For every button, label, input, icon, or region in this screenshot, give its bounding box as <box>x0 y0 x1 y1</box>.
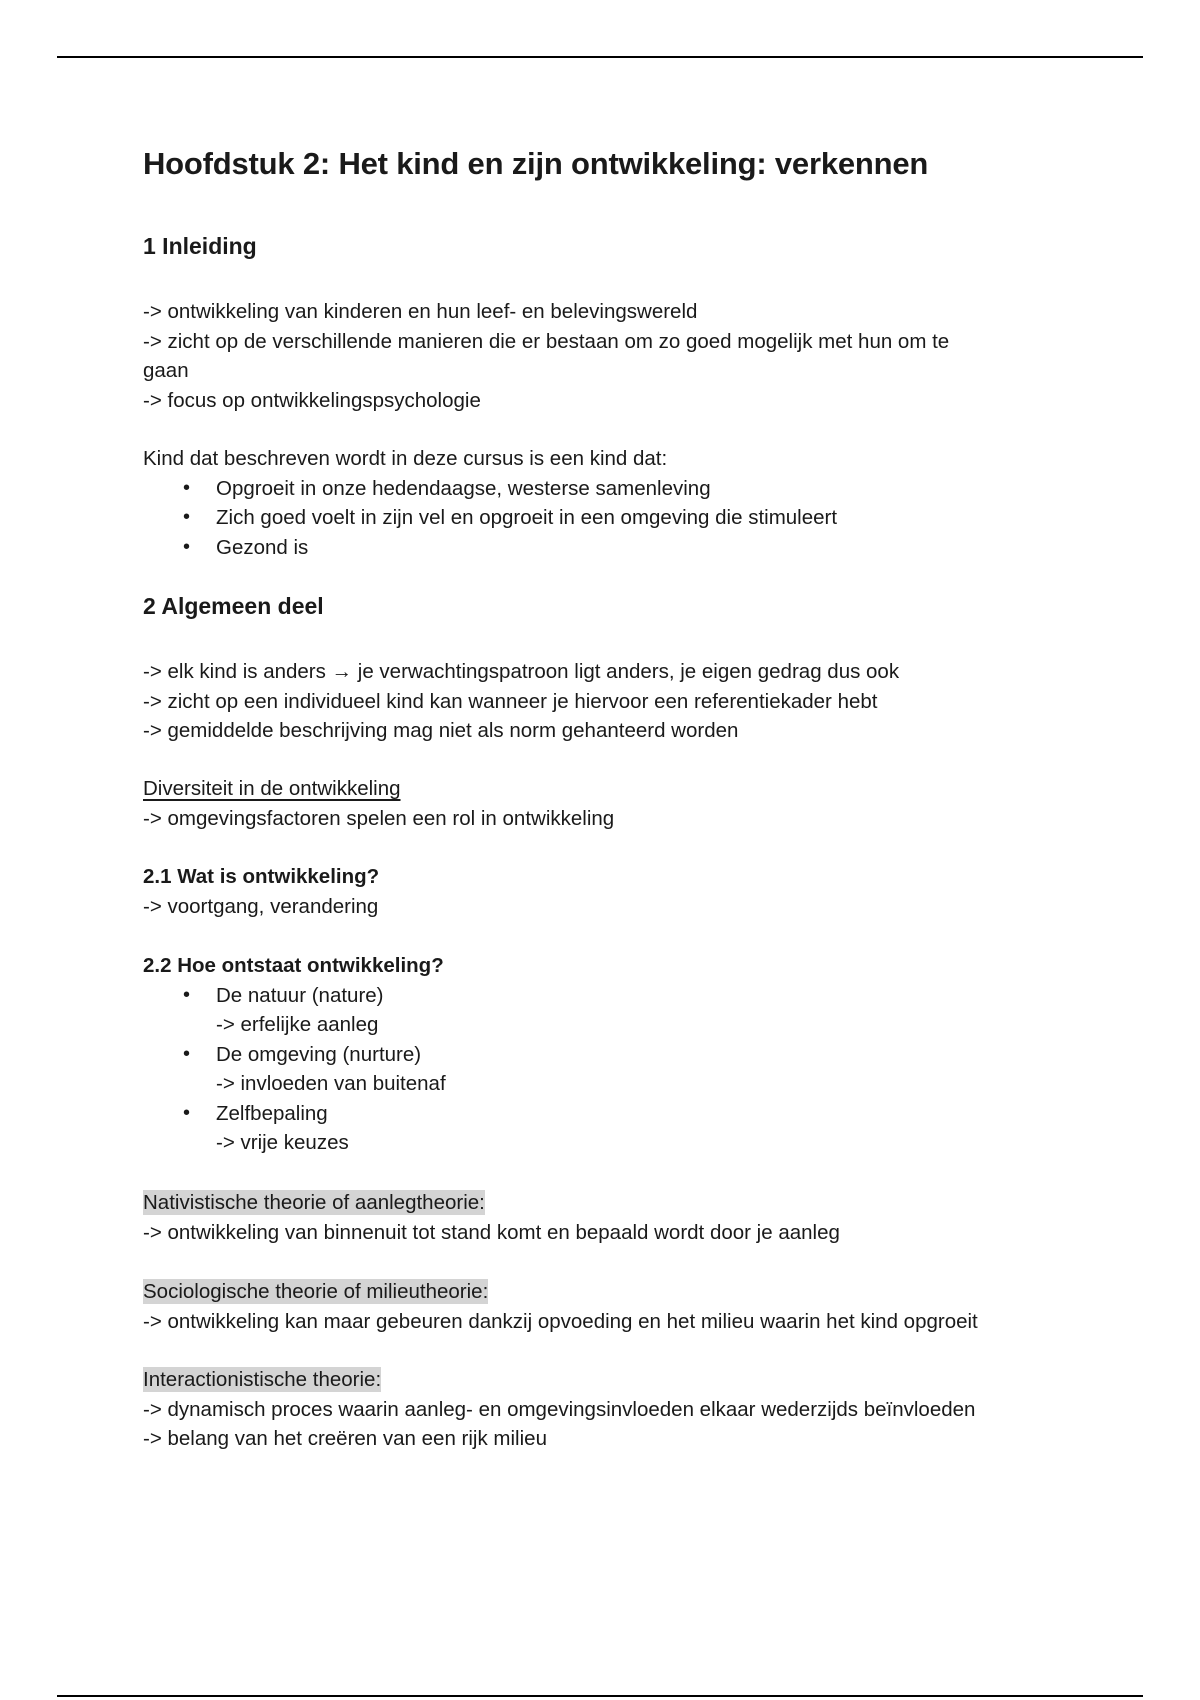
text-line: -> omgevingsfactoren spelen een rol in ontwikkeling <box>143 806 615 830</box>
theory-sociological <box>143 1277 1073 1336</box>
bullet-icon: • <box>183 476 191 499</box>
page-title: Hoofdstuk 2: Het kind en zijn ontwikkeling: verkennen <box>143 146 929 181</box>
section-heading-algemeen-deel: 2 Algemeen deel <box>143 593 324 619</box>
bullet-icon: • <box>183 535 191 558</box>
text-line: -> dynamisch proces waarin aanleg- en omgevingsinvloeden elkaar wederzijds beïnvloeden <box>143 1397 976 1421</box>
bullet-icon: • <box>183 1101 191 1124</box>
text-line: -> focus op ontwikkelingspsychologie <box>143 388 481 412</box>
list-item: • De natuur (nature) -> erfelijke aanleg <box>143 981 1073 1040</box>
list-item: • Gezond is <box>143 533 1073 563</box>
theory-interactionist <box>143 1365 1073 1454</box>
list-item: • De omgeving (nurture) -> invloeden van buitenaf <box>143 1040 1073 1099</box>
list-item: • Opgroeit in onze hedendaagse, westerse samenleving <box>143 474 1073 504</box>
list-item: • Zelfbepaling -> vrije keuzes <box>143 1099 1073 1158</box>
theory-heading: Nativistische theorie of aanlegtheorie: <box>143 1191 485 1214</box>
subsection-heading: 2.2 Hoe ontstaat ontwikkeling? <box>143 954 444 977</box>
list-item: • Zich goed voelt in zijn vel en opgroeit in een omgeving die stimuleert <box>143 503 1073 533</box>
bullet-icon: • <box>183 1042 191 1065</box>
theory-heading: Sociologische theorie of milieutheorie: <box>143 1280 489 1303</box>
text-line: -> zicht op de verschillende manieren die er bestaan om zo goed mogelijk met hun om te <box>143 329 950 353</box>
theory-heading: Interactionistische theorie: <box>143 1368 382 1391</box>
text-line: -> ontwikkeling van binnenuit tot stand komt en bepaald wordt door je aanleg <box>143 1220 840 1244</box>
bullet-icon: • <box>183 506 191 528</box>
theory-nativistic <box>143 1188 1073 1247</box>
text-line: -> voortgang, verandering <box>143 894 379 918</box>
algemeen-lines <box>143 657 1073 746</box>
bullet-icon: • <box>183 983 191 1006</box>
intro-text: Kind dat beschreven wordt in deze cursus is een kind dat: <box>143 447 668 470</box>
text-line: -> gemiddelde beschrijving mag niet als norm gehanteerd worden <box>143 719 739 742</box>
text-line: gaan <box>143 359 189 382</box>
child-criteria-list <box>143 474 1073 563</box>
text-line: -> ontwikkeling van kinderen en hun leef- en belevingswereld <box>143 300 698 323</box>
subsection-2-1 <box>143 862 1073 921</box>
bottom-rule <box>57 1695 1143 1697</box>
top-rule <box>57 56 1143 58</box>
development-sources-list <box>143 981 1073 1158</box>
text-line: -> zicht op een individueel kind kan wanneer je hiervoor een referentiekader hebt <box>143 689 878 713</box>
text-line: -> belang van het creëren van een rijk milieu <box>143 1427 547 1450</box>
subsection-heading: 2.1 Wat is ontwikkeling? <box>143 865 380 888</box>
section-heading-inleiding: 1 Inleiding <box>143 233 257 259</box>
text-line: -> elk kind is anders → je verwachtingspatroon ligt anders, je eigen gedrag dus ook <box>143 660 900 683</box>
child-description <box>143 444 1073 562</box>
subsection-2-2 <box>143 951 1073 1158</box>
diversity-heading: Diversiteit in de ontwikkeling <box>143 777 401 800</box>
text-line: -> ontwikkeling kan maar gebeuren dankzij opvoeding en het milieu waarin het kind opgroeit <box>143 1309 978 1333</box>
inleiding-lines <box>143 297 1073 415</box>
diversity-block <box>143 774 1073 833</box>
